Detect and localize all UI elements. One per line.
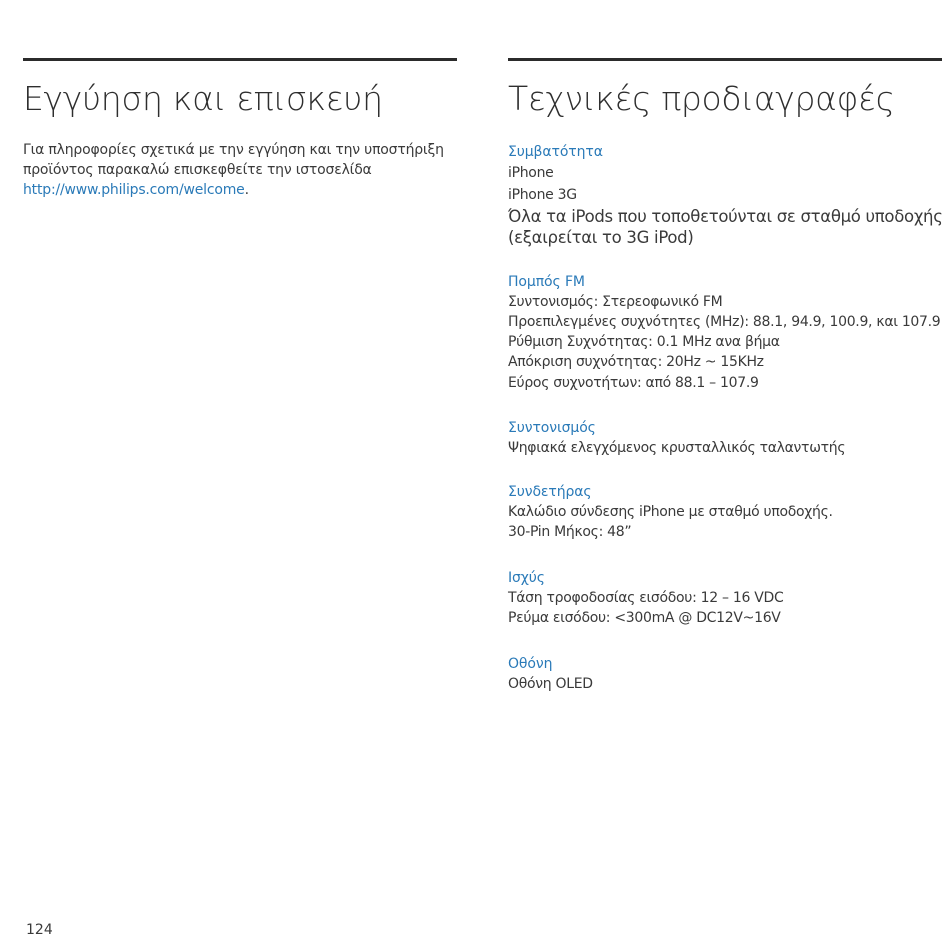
spec-line: 30-Pin Μήκος: 48” — [508, 524, 632, 540]
warranty-text-line: προϊόντος παρακαλώ επισκεφθείτε την ιστοσελίδα — [23, 162, 372, 178]
spec-line: iPhone 3G — [508, 187, 577, 203]
warranty-heading: Εγγύηση και επισκευή — [23, 79, 383, 118]
specs-column — [508, 58, 942, 694]
fm-transmitter-section — [508, 272, 942, 394]
display-title: Οθόνη — [508, 656, 553, 672]
philips-welcome-link[interactable]: http://www.philips.com/welcome — [23, 182, 245, 198]
specs-heading: Τεχνικές προδιαγραφές — [508, 79, 895, 118]
spec-line: Προεπιλεγμένες συχνότητες (MHz): 88.1, 94.9, 100.9, και 107.9 — [508, 314, 941, 330]
spec-line: Ρύθμιση Συχνότητας: 0.1 MHz ανα βήμα — [508, 334, 780, 350]
spec-line: iPhone — [508, 165, 554, 181]
connector-section — [508, 482, 942, 542]
tuning-section — [508, 418, 942, 458]
link-suffix: . — [244, 182, 249, 198]
display-section — [508, 654, 942, 694]
spec-line: Όλα τα iPods που τοποθετούνται σε σταθμό υποδοχής — [508, 207, 943, 226]
warranty-text-line: Για πληροφορίες σχετικά με την εγγύηση και την υποστήριξη — [23, 142, 444, 158]
tuning-title: Συντονισμός — [508, 420, 596, 436]
spec-line: (εξαιρείται το 3G iPod) — [508, 228, 694, 247]
fm-transmitter-title: Πομπός FM — [508, 274, 585, 290]
compatibility-title: Συμβατότητα — [508, 144, 603, 160]
power-title: Ισχύς — [508, 570, 545, 586]
spec-line: Ψηφιακά ελεγχόμενος κρυσταλλικός ταλαντωτής — [508, 440, 846, 456]
spec-line: Απόκριση συχνότητας: 20Hz ~ 15KHz — [508, 354, 764, 370]
spec-line: Συντονισμός: Στερεοφωνικό FM — [508, 294, 723, 310]
connector-title: Συνδετήρας — [508, 484, 592, 500]
section-rule — [508, 58, 942, 61]
warranty-link-line — [23, 180, 457, 200]
spec-line: Τάση τροφοδοσίας εισόδου: 12 – 16 VDC — [508, 590, 784, 606]
spec-line: Εύρος συχνοτήτων: από 88.1 – 107.9 — [508, 375, 759, 391]
compatibility-section — [508, 142, 942, 248]
section-rule — [23, 58, 457, 61]
page-number: 124 — [26, 922, 53, 938]
spec-line: Οθόνη OLED — [508, 676, 593, 692]
warranty-column — [23, 58, 457, 200]
power-section — [508, 568, 942, 628]
spec-line: Ρεύμα εισόδου: <300mA @ DC12V~16V — [508, 610, 781, 626]
warranty-text — [23, 140, 457, 200]
spec-line: Καλώδιο σύνδεσης iPhone με σταθμό υποδοχής. — [508, 504, 833, 520]
